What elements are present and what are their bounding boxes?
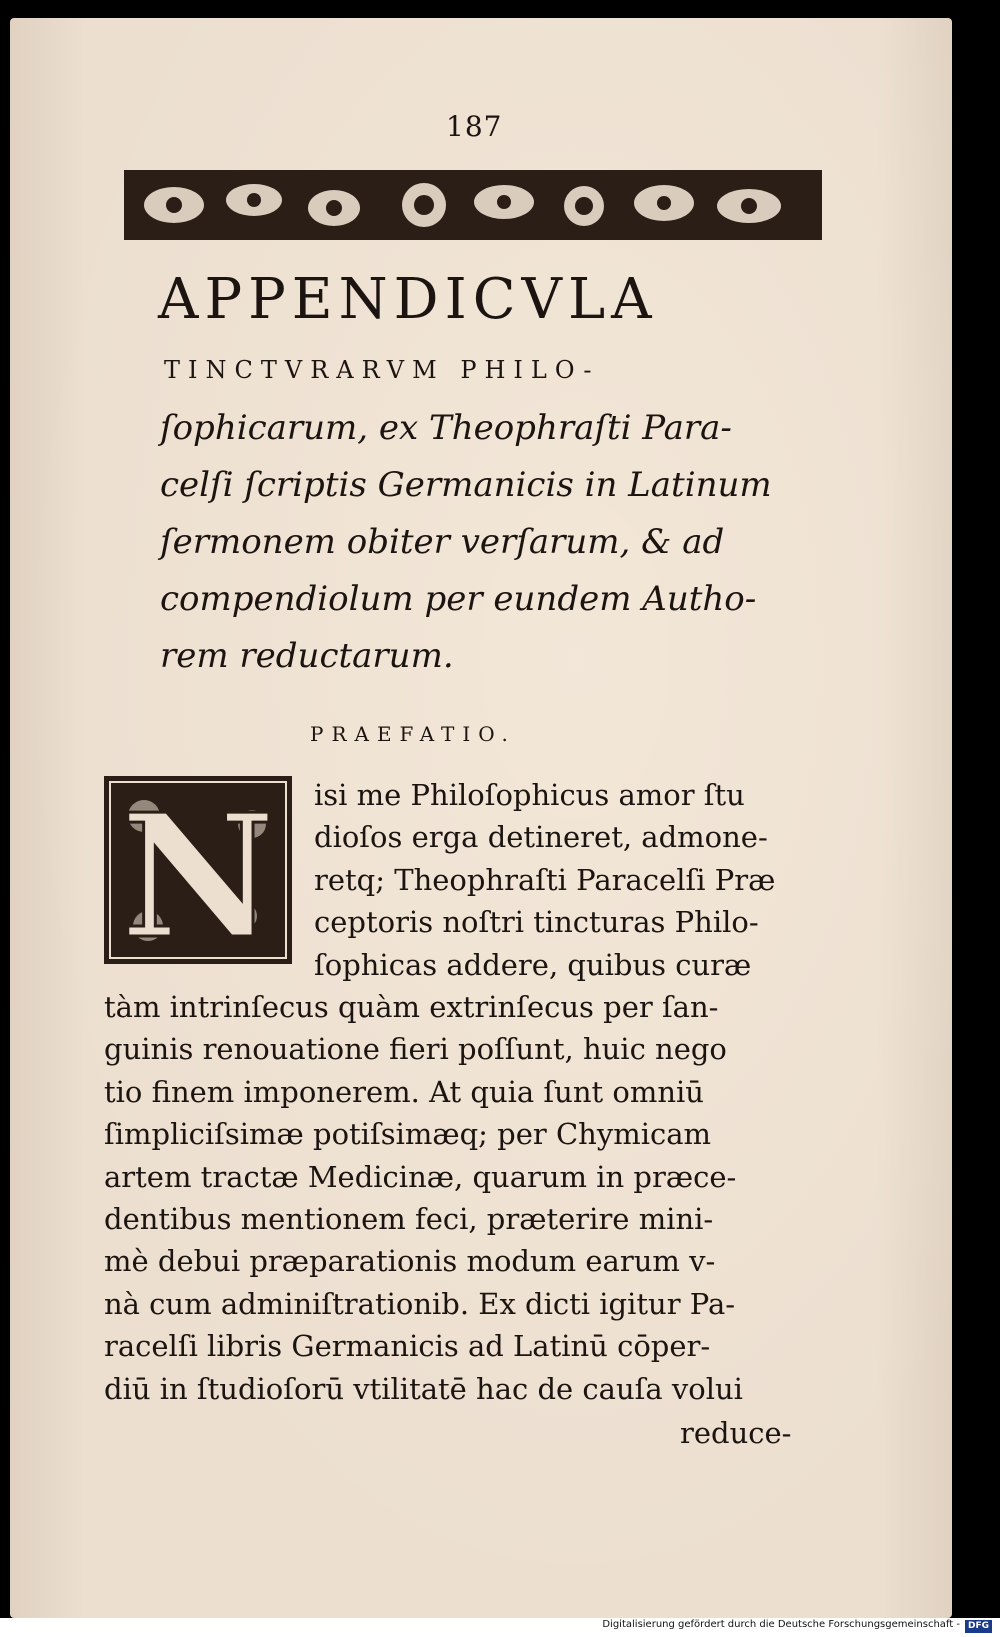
subtitle-line: rem reductarum. [160, 636, 454, 676]
subtitle-line: compendiolum per eundem Autho- [160, 579, 757, 619]
body-line: isi me Philoſophicus amor ſtu [314, 778, 745, 812]
decorative-headpiece [124, 170, 822, 240]
body-text [104, 774, 812, 1410]
subtitle-caps: TINCTVRARVM PHILO- [164, 356, 600, 384]
body-line: dioſos erga detineret, admone- [314, 820, 768, 855]
body-line: dentibus mentionem feci, præterire mini- [104, 1202, 714, 1237]
main-title: APPENDICVLA [158, 267, 658, 332]
subtitle [160, 400, 810, 685]
body-line: ſimpliciſsimæ potiſsimæq; per Chymicam [104, 1117, 712, 1152]
subtitle-line: celſi ſcriptis Germanicis in Latinum [160, 465, 772, 505]
subtitle-line: ſophicarum, ex Theophraſti Para- [160, 408, 732, 448]
dfg-logo: DFG [965, 1620, 992, 1633]
section-heading: PRAEFATIO. [310, 722, 516, 746]
body-line: racelſi libris Germanicis ad Latinū cōper- [104, 1329, 711, 1364]
body-line: tàm intrinſecus quàm extrinſecus per ſan- [104, 990, 719, 1025]
book-page [10, 18, 952, 1618]
body-line: nà cum adminiſtrationib. Ex dicti igitur Pa- [104, 1286, 736, 1321]
body-line: ſophicas addere, quibus curæ [314, 947, 752, 982]
body-line: tio finem imponerem. At quia ſunt omniū [104, 1074, 704, 1109]
catchword: reduce- [680, 1416, 792, 1450]
body-line: mè debui præparationis modum earum v- [104, 1244, 716, 1279]
body-line: retq; Theophraſti Paracelſi Præ [314, 862, 776, 897]
svg-text:N: N [120, 777, 276, 964]
body-line: diū in ſtudioſorū vtilitatē hac de cauſa volui [104, 1371, 743, 1406]
body-line: artem tractæ Medicinæ, quarum in præce- [104, 1159, 737, 1194]
page-number: 187 [446, 110, 503, 143]
subtitle-line: ſermonem obiter verſarum, & ad [160, 522, 725, 562]
digitization-credit: Digitalisierung gefördert durch die Deutsche Forschungsgemeinschaft - [602, 1619, 960, 1630]
body-line: ceptoris noſtri tincturas Philo- [314, 905, 759, 940]
body-line: guinis renouatione fieri poſſunt, huic nego [104, 1032, 727, 1067]
